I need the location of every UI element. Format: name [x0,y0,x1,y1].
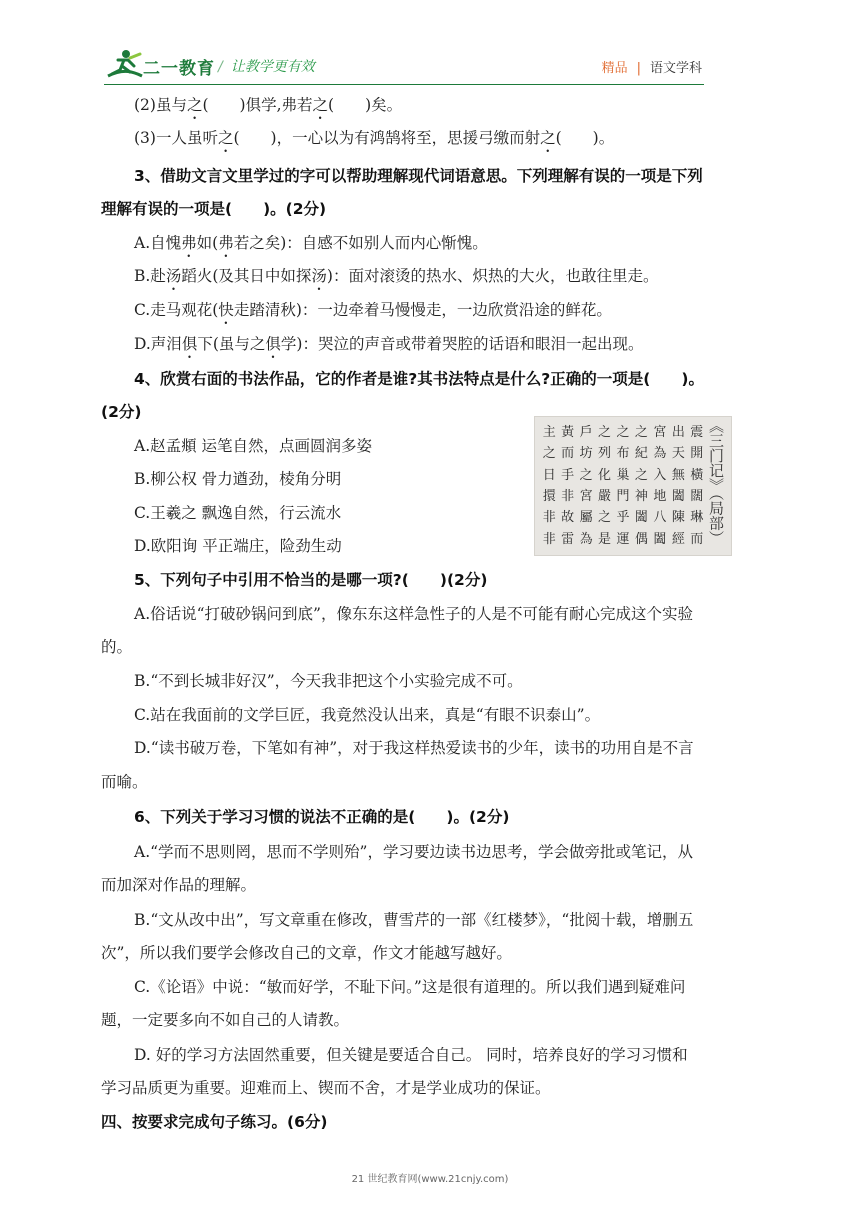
text-line: C.王羲之 飘逸自然，行云流水 [134,504,342,522]
question-line: 4、欣赏右面的书法作品，它的作者是谁?其书法特点是什么?正确的一项是( )。 [134,370,704,388]
calligraphy-char: 之 [579,467,593,483]
calligraphy-char: 日 [542,467,556,483]
text-segment: B.赴 [134,267,166,285]
calligraphy-char: 開 [690,446,704,462]
calligraphy-char: 雷 [561,531,575,547]
calligraphy-char: 化 [598,467,612,483]
calligraphy-char: 之 [634,467,648,483]
calligraphy-char: 列 [598,446,612,462]
calligraphy-char: 為 [653,446,667,462]
text-line [134,265,658,294]
calligraphy-char: 非 [561,489,575,504]
question-line: 3、借助文言文里学过的字可以帮助理解现代词语意思。下列理解有误的一项是下列 [134,167,703,185]
calligraphy-char: 主 [542,425,556,440]
calligraphy-char: 巢 [616,467,630,483]
separator: | [636,61,641,76]
text-line: D. 好的学习方法固然重要，但关键是要适合自己。 同时，培养良好的学习习惯和 [134,1046,688,1064]
text-line: A.“学而不思则罔，思而不学则殆”，学习要边读书边思考，学会做旁批或笔记，从 [134,843,693,861]
text-segment: 蹈火(及其日中如探 [181,267,312,285]
text-segment: A.自愧 [134,234,182,252]
calligraphy-char: 出 [671,425,685,440]
calligraphy-caption: 《三门记》（局部） [707,418,725,546]
emphasized-char: 之 [312,96,329,114]
calligraphy-char: 無 [671,467,685,483]
calligraphy-char: 紀 [634,446,648,462]
calligraphy-char: 琳 [690,510,704,526]
calligraphy-char: 運 [616,531,630,547]
emphasized-char: 快 [218,301,234,319]
emphasized-char: 弗 [181,234,197,252]
calligraphy-char: 之 [542,446,556,462]
text-line: B.“文从改中出”，写文章重在修改，曹雪芹的一部《红楼梦》，“批阅十载，增删五 [134,911,694,929]
question-line: 理解有误的一项是( )。(2分) [101,200,327,218]
text-line [134,333,643,362]
calligraphy-char: 之 [634,425,648,440]
question-line: 四、按要求完成句子练习。(6分) [101,1113,328,1131]
text-line [134,94,402,123]
calligraphy-image [534,416,732,556]
text-line: D.欧阳询 平正端庄，险劲生动 [134,537,342,555]
brand-label [602,57,702,76]
text-line: 学习品质更为重要。迎难而上、锲而不舍，才是学业成功的保证。 [101,1079,551,1097]
calligraphy-char: 非 [542,531,556,547]
calligraphy-char: 宮 [579,489,593,504]
calligraphy-char: 布 [616,446,630,462]
calligraphy-char: 擐 [542,489,556,504]
calligraphy-char: 故 [561,510,575,526]
text-segment: ( )，一心以为有鸿鹄将至，思援弓缴而射 [233,129,541,147]
calligraphy-char: 之 [616,425,630,440]
calligraphy-char: 為 [579,531,593,547]
text-segment: D.声泪 [134,335,182,353]
question-line: (2分) [101,403,142,421]
calligraphy-char: 坊 [579,446,593,462]
calligraphy-char: 橫 [690,467,704,483]
emphasized-char: 俱 [265,335,281,353]
emphasized-char: 之 [217,129,234,147]
calligraphy-char: 宮 [653,425,667,440]
emphasized-char: 汤 [311,267,327,285]
text-line: B.“不到长城非好汉”，今天我非把这个小实验完成不可。 [134,672,523,690]
text-line: A.赵孟頫 运笔自然，点画圆润多姿 [134,437,373,455]
calligraphy-char: 地 [653,489,667,504]
text-segment: (2)虽与 [134,96,187,114]
text-segment: 若之矣)：自感不如别人而内心惭愧。 [233,234,488,252]
text-segment: ( )俱学,弗若 [202,96,313,114]
calligraphy-char: 黃 [561,425,575,440]
header-divider [104,84,704,85]
calligraphy-char: 偶 [634,531,648,547]
emphasized-char: 弗 [218,234,234,252]
slogan-text: 让教学更有效 [230,59,315,75]
text-line: 的。 [101,638,133,656]
text-line: D.“读书破万卷，下笔如有神”，对于我这样热爱读书的少年，读书的功用自是不言 [134,739,694,757]
calligraphy-char: 門 [616,489,630,504]
emphasized-char: 之 [186,96,203,114]
calligraphy-char: 陳 [671,510,685,526]
emphasized-char: 汤 [165,267,182,285]
text-segment: )：面对滚烫的热水、炽热的大火，也敢往里走。 [326,267,659,285]
text-line: A.俗话说“打破砂锅问到底”，像东东这样急性子的人是不可能有耐心完成这个实验 [134,605,693,623]
calligraphy-char: 闊 [690,489,704,504]
text-segment: 走踏清秋)：一边牵着马慢慢走，一边欣赏沿途的鲜花。 [233,301,612,319]
calligraphy-char: 乎 [616,510,630,526]
calligraphy-char: 闔 [671,489,685,504]
calligraphy-char: 手 [561,467,575,483]
calligraphy-char: 戶 [579,425,593,440]
calligraphy-char: 而 [690,531,704,547]
logo-text: 二一教育 [143,59,215,79]
text-segment: C.走马观花( [134,301,219,319]
text-line: 题，一定要多向不如自己的人请教。 [101,1011,350,1029]
text-segment: (3)一人虽听 [134,129,218,147]
text-segment: 学)：哭泣的声音或带着哭腔的话语和眼泪一起出现。 [280,335,644,353]
text-line: 而加深对作品的理解。 [101,876,257,894]
calligraphy-char: 震 [690,425,704,440]
calligraphy-char: 而 [561,446,575,462]
calligraphy-char: 天 [671,446,685,462]
text-line [134,232,488,261]
page-footer: 21 世纪教育网(www.21cnjy.com) [351,1174,509,1185]
premium-label: 精品 [601,61,628,76]
calligraphy-char: 闔 [653,531,667,547]
text-line: C.站在我面前的文学巨匠，我竟然没认出来，真是“有眼不识泰山”。 [134,706,601,724]
calligraphy-char: 八 [653,510,667,526]
calligraphy-char: 嚴 [598,489,612,504]
text-segment: 下(虽与之 [197,335,266,353]
calligraphy-char: 經 [671,531,685,547]
text-line [134,299,612,328]
text-line [134,127,614,156]
text-line: 而喻。 [101,773,148,791]
calligraphy-char: 入 [653,467,667,483]
page-header [0,0,860,90]
text-line: C.《论语》中说：“敏而好学，不耻下问。”这是很有道理的。所以我们遇到疑难问 [134,978,686,996]
calligraphy-char: 屬 [579,510,593,526]
calligraphy-char: 闔 [634,510,648,526]
text-segment: ( )矣。 [328,96,403,114]
calligraphy-char: 之 [598,510,612,526]
calligraphy-char: 之 [598,425,612,440]
calligraphy-characters [540,422,706,550]
subject-label: 语文学科 [649,61,702,76]
text-line: 次”，所以我们要学会修改自己的文章，作文才能越写越好。 [101,944,512,962]
calligraphy-char: 是 [598,531,612,547]
emphasized-char: 俱 [181,335,198,353]
emphasized-char: 之 [540,129,556,147]
slogan: / 让教学更有效 [218,59,315,75]
calligraphy-char: 非 [542,510,556,526]
text-segment: 如( [196,234,219,252]
calligraphy-char: 神 [634,489,648,504]
text-line: B.柳公权 骨力遒劲，棱角分明 [134,470,342,488]
question-line: 6、下列关于学习习惯的说法不正确的是( )。(2分) [134,808,510,826]
text-segment: ( )。 [555,129,615,147]
question-line: 5、下列句子中引用不恰当的是哪一项?( )(2分) [134,571,488,589]
